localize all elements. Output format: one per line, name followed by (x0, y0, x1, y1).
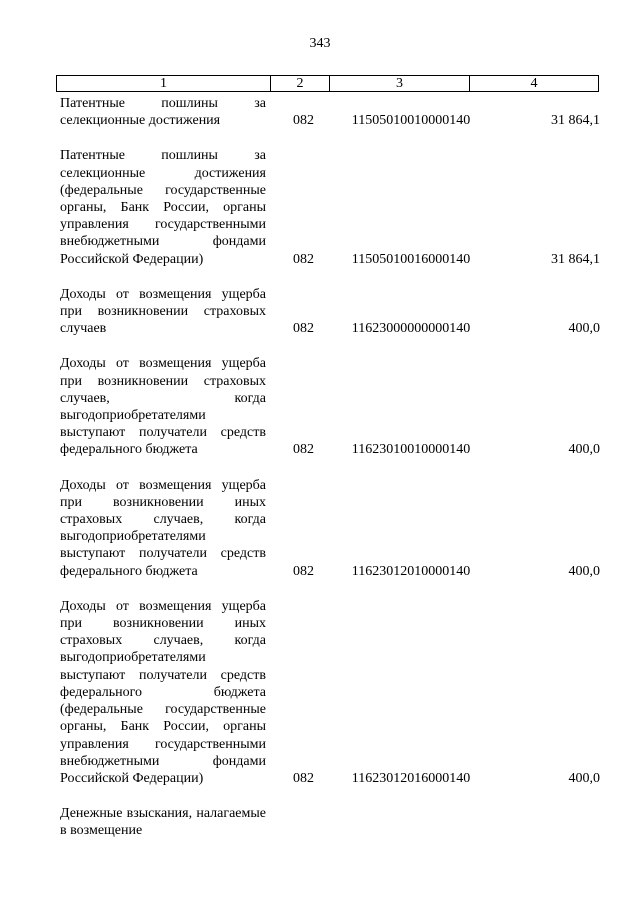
row-code: 11623012010000140 (351, 563, 471, 579)
row-name: Доходы от возмещения ущерба при возникновении иных страховых случаев, когда выгодоприобретателями выступают получатели средств федерального бюджета (федеральные государственные органы, Банк России, органы управления государственными внебюджетными фондами Российской Федерации) (60, 598, 266, 786)
table-row (60, 147, 600, 267)
row-chapter: 082 (293, 770, 314, 786)
row-name: Доходы от возмещения ущерба при возникновении страховых случаев (60, 286, 266, 337)
row-name: Денежные взыскания, налагаемые в возмещение (60, 806, 266, 839)
row-sum: 400,0 (568, 321, 600, 337)
row-chapter: 082 (293, 442, 314, 458)
row-code: 11623012016000140 (351, 770, 471, 786)
row-sum: 400,0 (568, 442, 600, 458)
header-col-3: 3 (330, 76, 470, 91)
table-row (60, 286, 600, 338)
row-sum: 400,0 (568, 770, 600, 786)
row-code: 11505010016000140 (351, 251, 471, 267)
row-chapter: 082 (293, 321, 314, 337)
row-name: Патентные пошлины за селекционные достижения (60, 96, 266, 129)
row-sum: 31 864,1 (551, 113, 600, 129)
row-name: Патентные пошлины за селекционные достижения (федеральные государственные органы, Банк России, органы управления государственными внебюджетными фондами Российской Федерации) (60, 148, 266, 267)
row-sum: 400,0 (568, 563, 600, 579)
row-chapter: 082 (293, 251, 314, 267)
table-row (60, 355, 600, 458)
table-body (60, 95, 600, 858)
page-number: 343 (309, 36, 331, 51)
header-col-1: 1 (57, 76, 271, 91)
header-col-4: 4 (530, 76, 538, 91)
table-row (60, 477, 600, 580)
header-col-2: 2 (271, 76, 330, 91)
row-chapter: 082 (293, 113, 314, 129)
table-header (56, 75, 599, 92)
row-code: 11623000000000140 (351, 321, 471, 337)
table-row (60, 598, 600, 787)
row-code: 11623010010000140 (351, 442, 471, 458)
row-code: 11505010010000140 (351, 113, 471, 129)
row-name: Доходы от возмещения ущерба при возникновении иных страховых случаев, когда выгодоприобретателями выступают получатели средств федерального бюджета (60, 477, 266, 579)
table-row (60, 805, 600, 839)
row-name: Доходы от возмещения ущерба при возникновении страховых случаев, когда выгодоприобретателями выступают получатели средств федерального бюджета (60, 356, 266, 458)
table-row (60, 95, 600, 129)
row-sum: 31 864,1 (551, 251, 600, 267)
row-chapter: 082 (293, 563, 314, 579)
